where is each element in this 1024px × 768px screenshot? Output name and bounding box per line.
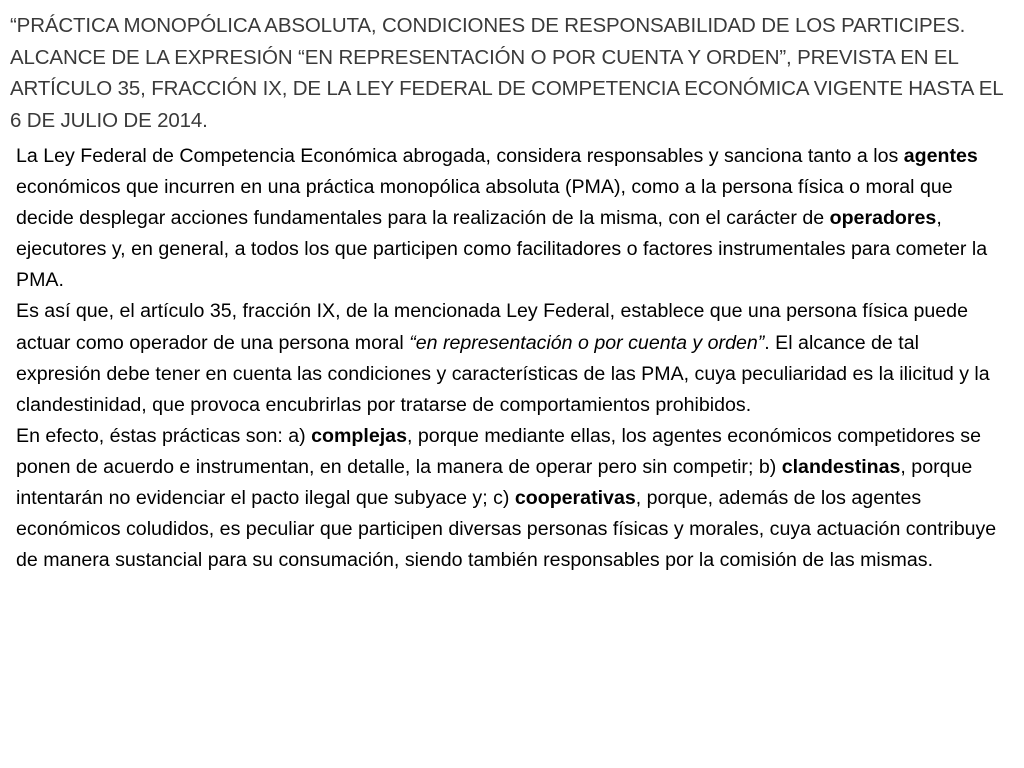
paragraph-characteristics — [16, 421, 1000, 576]
slide-body — [16, 141, 1000, 576]
text-run: Es así que, el artículo 35, fracción IX, de la mencionada Ley Federal, establece que una persona física puede actuar como operador de una persona moral — [16, 300, 968, 354]
text-run: , ejecutores y, en general, a todos los que participen como facilitadores o factores instrumentales para cometer la PMA. — [16, 207, 988, 292]
italic-quote: “en representación o por cuenta y orden” — [409, 331, 765, 354]
slide-title: “PRÁCTICA MONOPÓLICA ABSOLUTA, CONDICIONES DE RESPONSABILIDAD DE LOS PARTICIPES. ALCANCE DE LA EXPRESIÓN “EN REPRESENTACIÓN O POR CUENTA Y ORDEN”, PREVISTA EN EL ARTÍCULO 35, FRACCIÓN IX, DE LA LEY FEDERAL DE COMPETENCIA ECONÓMICA VIGENTE HASTA EL 6 DE JULIO DE 2014. — [10, 14, 1003, 132]
text-run: , porque, además de los agentes económicos coludidos, es peculiar que participen diversas personas físicas y morales, cuya actuación contribuye de manera sustancial para su consumación, siendo también responsables por la comisión de las mismas. — [16, 487, 997, 572]
bold-term-clandestinas: clandestinas — [781, 455, 901, 478]
text-run: económicos que incurren en una práctica monopólica absoluta (PMA), como a la persona física o moral que decide desplegar acciones fundamentales para la realización de la misma, con el carácter de — [16, 176, 953, 230]
bold-term-cooperativas: cooperativas — [514, 487, 636, 510]
bold-term-complejas: complejas — [311, 424, 407, 447]
text-run: La Ley Federal de Competencia Económica abrogada, considera responsables y sanciona tanto a los — [16, 145, 904, 167]
paragraph-pma-responsibility — [16, 141, 1000, 296]
text-run: , porque intentarán no evidenciar el pacto ilegal que subyace y; c) — [16, 455, 973, 510]
text-run: En efecto, éstas prácticas son: a) — [16, 424, 312, 447]
bold-term-agentes: agentes — [903, 145, 978, 167]
paragraph-article-35 — [16, 296, 1000, 420]
text-run: , porque mediante ellas, los agentes económicos competidores se ponen de acuerdo e instrumentan, en detalle, la manera de operar pero sin competir; b) — [16, 424, 981, 478]
bold-term-operadores: operadores — [829, 207, 937, 230]
text-run: . El alcance de tal expresión debe tener en cuenta las condiciones y características de las PMA, cuya peculiaridad es la ilicitud y la clandestinidad, que provoca encubrirlas por tratarse de comportamientos prohibidos. — [16, 331, 990, 416]
